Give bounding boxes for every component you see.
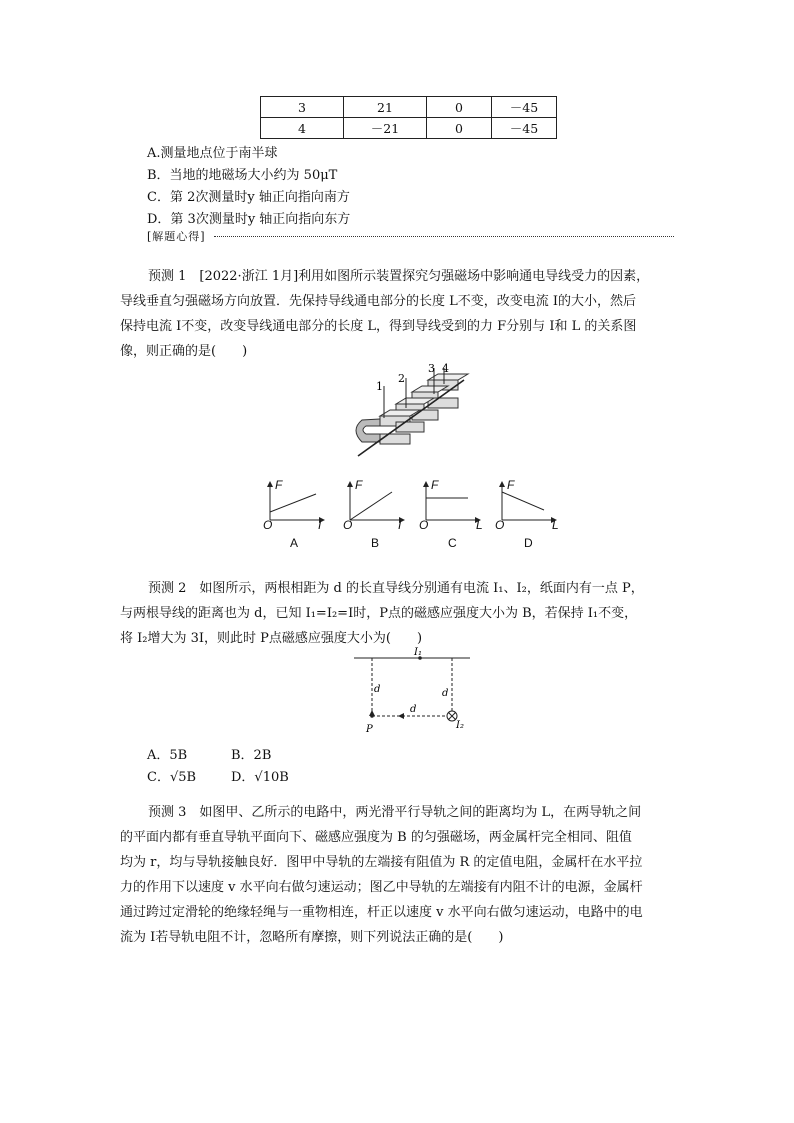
question-3-text [120,800,676,950]
option-a: A．5B [147,748,188,763]
option-d: D．第 3次测量时y 轴正向指向东方 [147,212,351,227]
label-i1: I₁ [414,647,422,658]
notes-dotted-line [214,236,674,237]
table-cell: 0 [427,118,492,139]
table-cell: －45 [492,118,557,139]
notes-label: [解题心得] [147,230,206,243]
graph-b-tag: B [371,536,380,550]
option-b: B．当地的地磁场大小约为 50μT [147,168,338,183]
option-a: A.测量地点位于南半球 [147,146,278,161]
question-2-text [120,576,676,651]
question-1-line: 保持电流 I不变，改变导线通电部分的长度 L，得到导线受到的力 F分别与 I和 L 的关系图 [120,319,637,334]
question-3-line: 通过跨过定滑轮的绝缘轻绳与一重物相连，杆正以速度 v 水平向右做匀速运动，电路中的电 [120,905,643,920]
graph-d-x-label: L [552,518,559,532]
question-3-line: 流为 I若导轨电阻不计，忽略所有摩擦，则下列说法正确的是( ) [120,930,504,945]
question-1-line: 导线垂直匀强磁场方向放置．先保持导线通电部分的长度 L不变，改变电流 I的大小，然后 [120,294,637,309]
label-d-left: d [374,684,381,695]
graph-d-tag: D [524,536,533,550]
magnet-label: 4 [442,362,449,375]
data-table [260,96,557,139]
table-cell: －45 [492,97,557,118]
graph-b-origin: O [343,518,353,532]
question-3-line: 均为 r，均与导轨接触良好．图甲中导轨的左端接有阻值为 R 的定值电阻，金属杆在水平拉 [120,855,643,870]
magnet-apparatus-figure [340,360,470,462]
question-2-line: 预测 2 如图所示，两根相距为 d 的长直导线分别通有电流 I₁、I₂，纸面内有一点 P， [148,581,644,596]
table-row [261,118,557,139]
graph-d-origin: O [495,518,505,532]
label-d-right: d [442,688,449,699]
graph-c-x-label: L [476,518,483,532]
option-b: B．2B [231,748,272,763]
question-2-line: 与两根导线的距离也为 d，已知 I₁=I₂=I时，P点的磁感应强度大小为 B，若保持 I₁不变， [120,606,638,621]
question-1-line: 像，则正确的是( ) [120,344,248,359]
graph-c-origin: O [419,518,429,532]
graph-b-x-label: I [398,518,402,532]
graph-d-y-label: F [507,478,515,492]
magnet-label: 2 [398,372,405,385]
question-2-line: 将 I₂增大为 3I，则此时 P点磁感应强度大小为( ) [120,631,423,646]
table-cell: 4 [261,118,344,139]
question-3-line: 的平面内都有垂直导轨平面向下、磁感应强度为 B 的匀强磁场，两金属杆完全相同、阻值 [120,830,632,845]
question-3-line: 力的作用下以速度 v 水平向右做匀速运动；图乙中导轨的左端接有内阻不计的电源，金属杆 [120,880,643,895]
label-i2: I₂ [456,720,464,731]
graph-a-x-label: I [318,518,322,532]
wires-figure [350,644,474,736]
graph-a-origin: O [263,518,273,532]
graph-c-y-label: F [431,478,439,492]
table-cell: 3 [261,97,344,118]
label-p: P [366,724,373,735]
graph-a-tag: A [290,536,299,550]
magnet-label: 1 [376,380,383,393]
option-c: C．第 2次测量时y 轴正向指向南方 [147,190,350,205]
graph-a-y-label: F [275,478,283,492]
option-c: C．√5B [147,770,197,785]
graph-c-tag: C [448,536,457,550]
table-row [261,97,557,118]
table-cell: 0 [427,97,492,118]
option-d: D．√10B [231,770,289,785]
question-1-line: 预测 1 [2022·浙江 1月]利用如图所示装置探究匀强磁场中影响通电导线受力的因素， [148,269,650,284]
force-graphs [262,478,562,550]
graph-b-y-label: F [355,478,363,492]
magnet-label: 3 [428,362,435,375]
question-1-text [120,264,676,364]
table-cell: －21 [344,118,427,139]
table-cell: 21 [344,97,427,118]
label-d-bottom: d [410,704,417,715]
question-3-line: 预测 3 如图甲、乙所示的电路中，两光滑平行导轨之间的距离均为 L，在两导轨之间 [148,805,642,820]
